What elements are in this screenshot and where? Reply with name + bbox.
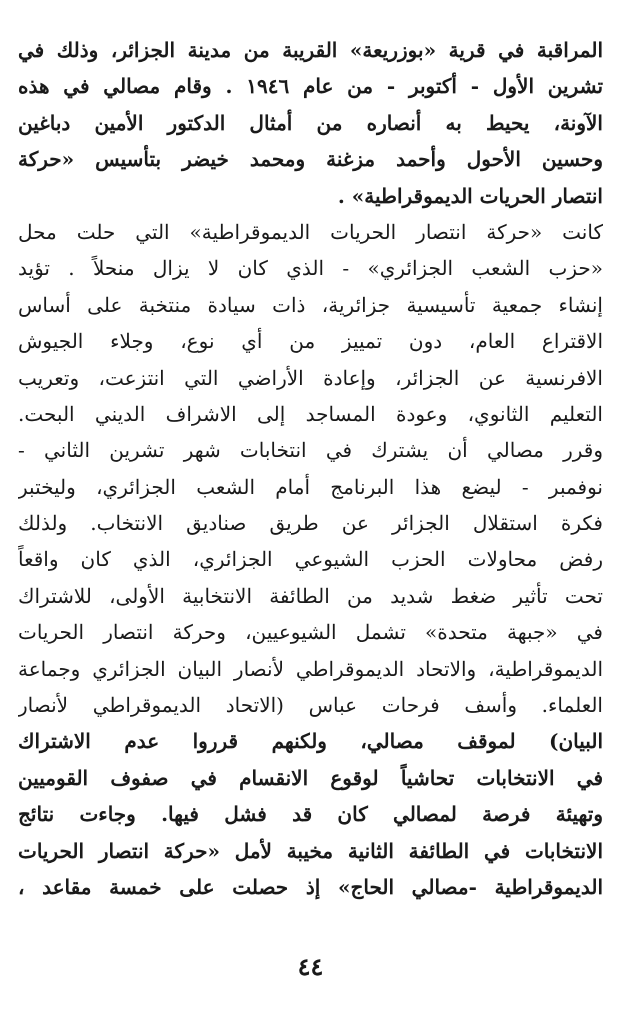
text-line-22: وتهيئة فرصة لمصالي كان قد فشل فيها. وجاءت نتائج	[18, 802, 603, 827]
text-line-14: فكرة استقلال الجزائر عن طريق صناديق الانتخاب. ولذلك	[18, 511, 603, 536]
text-line-6: كانت «حركة انتصار الحريات الديموقراطية» التي حلت محل	[18, 219, 603, 244]
text-line-7: «حزب الشعب الجزائري» - الذي كان لا يزال منحلاً . تؤيد	[18, 256, 603, 281]
text-line-1: المراقبة في قرية «بوزريعة» القريبة من مدينة الجزائر، وذلك في	[18, 38, 603, 62]
text-line-3: الآونة، يحيط به أنصاره من أمثال الدكتور الأمين دباغين	[18, 110, 603, 135]
page-number: ٤٤	[297, 952, 324, 981]
text-line-20: البيان) لموقف مصالي، ولكنهم قرروا عدم الاشتراك	[18, 729, 603, 754]
text-line-15: رفض محاولات الحزب الشيوعي الجزائري، الذي كان واقعاً	[18, 547, 603, 572]
text-line-10: الافرنسية عن الجزائر، وإعادة الأراضي التي انتزعت، وتعريب	[18, 365, 603, 390]
text-line-13: نوفمبر - ليضع هذا البرنامج أمام الشعب الجزائري، وليختبر	[18, 474, 603, 499]
text-line-16: تحت تأثير ضغط شديد من الطائفة الانتخابية الأولى، للاشتراك	[18, 583, 603, 608]
text-line-9: الاقتراع العام، دون تمييز من أي نوع، وجلاء الجيوش	[18, 329, 603, 354]
text-line-19: العلماء. وأسف فرحات عباس (الاتحاد الديموقراطي لأنصار	[18, 693, 603, 718]
text-line-4: وحسين الأحول وأحمد مزغنة ومحمد خيضر بتأسيس «حركة	[18, 147, 603, 172]
body-text	[18, 32, 603, 905]
text-line-11: التعليم الثانوي، وعودة المساجد إلى الاشراف الديني البحت.	[18, 401, 603, 426]
text-line-18: الديموقراطية، والاتحاد الديموقراطي لأنصار البيان الجزائري وجماعة	[18, 656, 603, 681]
text-line-5: انتصار الحريات الديموقراطية» .	[337, 183, 603, 208]
text-line-2: تشرين الأول - أكتوبر - من عام ١٩٤٦ . وقام مصالي في هذه	[18, 74, 603, 99]
text-line-21: في الانتخابات تحاشياً لوقوع الانقسام في صفوف القوميين	[18, 765, 603, 790]
text-line-24: الديموقراطية -مصالي الحاج» إذ حصلت على خمسة مقاعد ،	[18, 874, 603, 899]
text-line-23: الانتخابات في الطائفة الثانية مخيبة لأمل «حركة انتصار الحريات	[18, 838, 603, 863]
text-line-8: إنشاء جمعية تأسيسية جزائرية، ذات سيادة منتخبة على أساس	[18, 292, 603, 317]
text-line-12: وقرر مصالي أن يشترك في انتخابات شهر تشرين الثاني -	[18, 438, 603, 463]
text-line-17: في «جبهة متحدة» تشمل الشيوعيين، وحركة انتصار الحريات	[18, 620, 603, 645]
